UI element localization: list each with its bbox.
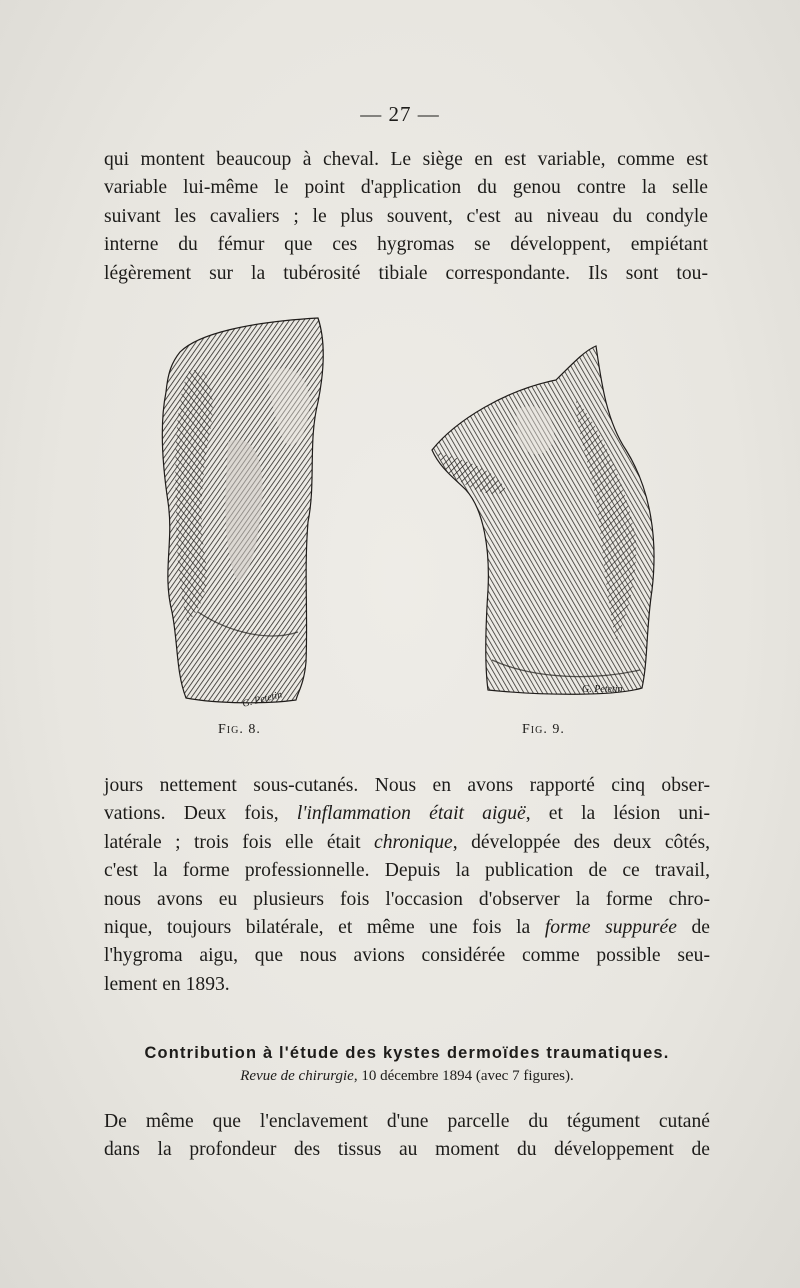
figure-8-knee-engraving [158,312,338,717]
text-line: dans la profondeur des tissus au moment du développement de [104,1139,710,1161]
text-line: variable lui-même le point d'application du genou contre la selle [104,177,708,199]
engraver-signature: G. Petetin [241,689,284,710]
paragraph-dermoid [104,1108,710,1165]
italic-term: chronique [374,831,453,853]
text-line: légèrement sur la tubérosité tibiale correspondante. Ils sont tou- [104,262,708,284]
section-heading: Contribution à l'étude des kystes dermoïdes traumatiques. [144,1044,670,1062]
text-line: c'est la forme professionnelle. Depuis la publication de ce travail, [104,860,710,882]
text-line: lement en 1893. [104,973,230,995]
text-line: jours nettement sous-cutanés. Nous en avons rapporté cinq obser- [104,775,710,796]
italic-term: forme suppurée [544,917,677,939]
figure-9-knee-engraving [426,340,666,710]
italic-term: l'inflammation était aiguë [296,803,526,825]
page-number: — 27 — [360,102,440,126]
section-citation: Revue de chirurgie, 10 décembre 1894 (avec 7 figures). [240,1068,574,1084]
journal-name: Revue de chirurgie [240,1068,354,1084]
text-line: qui montent beaucoup à cheval. Le siège en est variable, comme est [104,149,708,170]
text-line: suivant les cavaliers ; le plus souvent, c'est au niveau du condyle [104,205,708,227]
figure-8-caption: Fig. 8. [218,722,261,737]
paragraph-observations [104,772,710,999]
figure-9-caption: Fig. 9. [522,722,565,737]
text-line: nique, toujours bilatérale, et même une fois la forme suppurée de [104,917,710,939]
text-line: nous avons eu plusieurs fois l'occasion d'observer la forme chro- [104,888,710,910]
text-line: latérale ; trois fois elle était chronique, développée des deux côtés, [104,831,710,853]
text-line: l'hygroma aigu, que nous avions considérée comme possible seu- [104,945,710,967]
text-line: De même que l'enclavement d'une parcelle du tégument cutané [104,1111,710,1132]
text-line: vations. Deux fois, l'inflammation était aiguë, et la lésion uni- [104,803,710,825]
engraver-signature: G. Petetin [582,684,623,695]
paragraph-intro [104,146,708,288]
text-line: interne du fémur que ces hygromas se développent, empiétant [104,234,708,256]
